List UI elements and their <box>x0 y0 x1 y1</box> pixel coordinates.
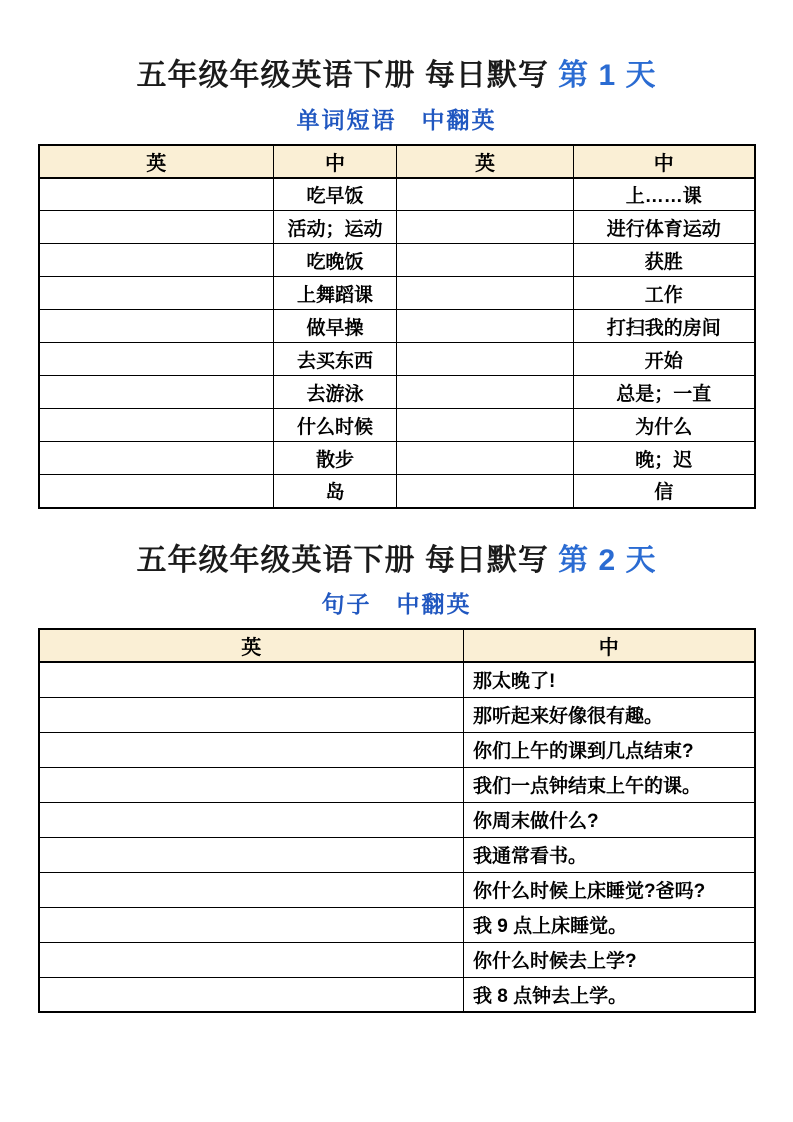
section-title <box>0 543 793 580</box>
dictation-table <box>38 144 756 509</box>
cell-english-blank <box>39 872 464 907</box>
cell-english-blank <box>397 343 574 376</box>
column-header-english: 英 <box>397 145 574 178</box>
worksheet-section <box>0 58 793 509</box>
cell-chinese-prompt: 获胜 <box>574 244 755 277</box>
table-row <box>39 802 755 837</box>
table-row <box>39 310 755 343</box>
cell-chinese-prompt: 上……课 <box>574 178 755 211</box>
cell-english-blank <box>39 732 464 767</box>
cell-chinese-prompt: 吃晚饭 <box>274 244 397 277</box>
table-body <box>39 178 755 508</box>
column-header-english: 英 <box>39 145 274 178</box>
cell-chinese-prompt: 吃早饭 <box>274 178 397 211</box>
cell-english-blank <box>39 802 464 837</box>
cell-english-blank <box>39 277 274 310</box>
sections-root <box>0 58 793 1013</box>
table-row <box>39 732 755 767</box>
section-title <box>0 58 793 95</box>
cell-chinese-prompt: 我们一点钟结束上午的课。 <box>464 767 755 802</box>
cell-english-blank <box>397 310 574 343</box>
cell-chinese-prompt: 你什么时候上床睡觉?爸吗? <box>464 872 755 907</box>
cell-english-blank <box>397 211 574 244</box>
cell-chinese-prompt: 散步 <box>274 442 397 475</box>
section-title-text: 五年级年级英语下册 每日默写 <box>136 59 559 92</box>
cell-english-blank <box>39 244 274 277</box>
column-header-chinese: 中 <box>574 145 755 178</box>
cell-english-blank <box>39 442 274 475</box>
section-title-day: 第 1 天 <box>558 59 657 92</box>
cell-english-blank <box>397 376 574 409</box>
table-row <box>39 977 755 1012</box>
cell-english-blank <box>39 907 464 942</box>
cell-chinese-prompt: 上舞蹈课 <box>274 277 397 310</box>
table-row <box>39 211 755 244</box>
cell-english-blank <box>397 442 574 475</box>
section-subtitle: 句子 中翻英 <box>321 591 472 619</box>
header-row <box>39 145 755 178</box>
cell-english-blank <box>397 409 574 442</box>
table-body <box>39 662 755 1012</box>
table-row <box>39 907 755 942</box>
cell-english-blank <box>39 662 464 697</box>
cell-chinese-prompt: 我 9 点上床睡觉。 <box>464 907 755 942</box>
section-subtitle: 单词短语 中翻英 <box>296 106 497 134</box>
table-row <box>39 872 755 907</box>
cell-chinese-prompt: 去买东西 <box>274 343 397 376</box>
cell-chinese-prompt: 工作 <box>574 277 755 310</box>
cell-english-blank <box>39 697 464 732</box>
table-row <box>39 178 755 211</box>
column-header-chinese: 中 <box>464 629 755 662</box>
table-row <box>39 343 755 376</box>
table-row <box>39 697 755 732</box>
table-row <box>39 942 755 977</box>
cell-english-blank <box>39 343 274 376</box>
cell-chinese-prompt: 岛 <box>274 475 397 508</box>
cell-chinese-prompt: 那听起来好像很有趣。 <box>464 697 755 732</box>
table-row <box>39 767 755 802</box>
cell-english-blank <box>39 942 464 977</box>
cell-english-blank <box>397 244 574 277</box>
table-row <box>39 837 755 872</box>
cell-english-blank <box>397 475 574 508</box>
cell-english-blank <box>39 977 464 1012</box>
cell-english-blank <box>39 310 274 343</box>
cell-chinese-prompt: 你什么时候去上学? <box>464 942 755 977</box>
cell-chinese-prompt: 为什么 <box>574 409 755 442</box>
cell-english-blank <box>39 409 274 442</box>
cell-english-blank <box>39 475 274 508</box>
table-row <box>39 475 755 508</box>
cell-english-blank <box>397 277 574 310</box>
cell-english-blank <box>39 767 464 802</box>
table-row <box>39 662 755 697</box>
table-row <box>39 409 755 442</box>
cell-english-blank <box>39 211 274 244</box>
cell-chinese-prompt: 进行体育运动 <box>574 211 755 244</box>
section-title-text: 五年级年级英语下册 每日默写 <box>136 543 559 577</box>
table-row <box>39 376 755 409</box>
section-title-day: 第 2 天 <box>558 543 657 577</box>
table-row <box>39 244 755 277</box>
cell-english-blank <box>397 178 574 211</box>
cell-english-blank <box>39 178 274 211</box>
cell-chinese-prompt: 什么时候 <box>274 409 397 442</box>
cell-chinese-prompt: 我 8 点钟去上学。 <box>464 977 755 1012</box>
dictation-table <box>38 628 756 1013</box>
table-row <box>39 277 755 310</box>
cell-chinese-prompt: 你们上午的课到几点结束? <box>464 732 755 767</box>
cell-chinese-prompt: 做早操 <box>274 310 397 343</box>
cell-chinese-prompt: 活动；运动 <box>274 211 397 244</box>
column-header-english: 英 <box>39 629 464 662</box>
cell-chinese-prompt: 开始 <box>574 343 755 376</box>
cell-chinese-prompt: 你周末做什么? <box>464 802 755 837</box>
cell-chinese-prompt: 信 <box>574 475 755 508</box>
cell-english-blank <box>39 376 274 409</box>
cell-chinese-prompt: 总是；一直 <box>574 376 755 409</box>
cell-chinese-prompt: 晚；迟 <box>574 442 755 475</box>
cell-chinese-prompt: 打扫我的房间 <box>574 310 755 343</box>
table-row <box>39 442 755 475</box>
cell-chinese-prompt: 那太晚了! <box>464 662 755 697</box>
cell-chinese-prompt: 我通常看书。 <box>464 837 755 872</box>
cell-english-blank <box>39 837 464 872</box>
header-row <box>39 629 755 662</box>
cell-chinese-prompt: 去游泳 <box>274 376 397 409</box>
column-header-chinese: 中 <box>274 145 397 178</box>
worksheet-section <box>0 543 793 1014</box>
